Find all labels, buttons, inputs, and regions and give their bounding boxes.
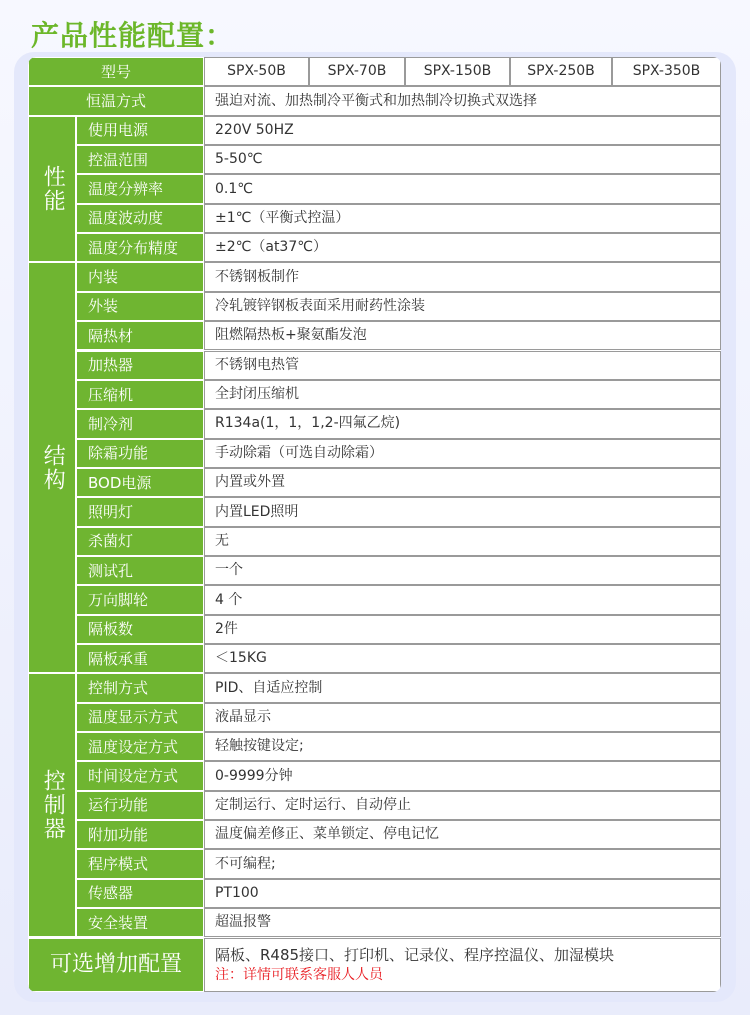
spec-table bbox=[28, 57, 721, 992]
spec-value: PID、自适应控制 bbox=[204, 673, 721, 702]
spec-label: 附加功能 bbox=[76, 820, 204, 849]
spec-value: 0-9999分钟 bbox=[204, 761, 721, 790]
temp-mode-label: 恒温方式 bbox=[28, 86, 204, 115]
spec-label: 使用电源 bbox=[76, 116, 204, 145]
spec-label: 隔板承重 bbox=[76, 644, 204, 673]
spec-label: 测试孔 bbox=[76, 556, 204, 585]
spec-label: 程序模式 bbox=[76, 849, 204, 878]
spec-value: 全封闭压缩机 bbox=[204, 380, 721, 409]
spec-value: 阻燃隔热板+聚氨酯发泡 bbox=[204, 321, 721, 350]
temp-mode-value: 强迫对流、加热制冷平衡式和加热制冷切换式双选择 bbox=[204, 86, 721, 115]
spec-label: 外装 bbox=[76, 292, 204, 321]
spec-value: 液晶显示 bbox=[204, 703, 721, 732]
spec-value: ±1℃（平衡式控温） bbox=[204, 204, 721, 233]
section-2-title: 控制器 bbox=[28, 673, 76, 937]
spec-label: 温度分布精度 bbox=[76, 233, 204, 262]
spec-label: 照明灯 bbox=[76, 497, 204, 526]
spec-label: 温度波动度 bbox=[76, 204, 204, 233]
spec-value: 5-50℃ bbox=[204, 145, 721, 174]
spec-label: 加热器 bbox=[76, 351, 204, 380]
model-name: SPX-250B bbox=[510, 57, 612, 86]
model-header-label: 型号 bbox=[28, 57, 204, 86]
model-name: SPX-150B bbox=[405, 57, 510, 86]
page-title: 产品性能配置： bbox=[31, 19, 235, 52]
spec-value: PT100 bbox=[204, 879, 721, 908]
spec-value: 0.1℃ bbox=[204, 174, 721, 203]
spec-value: 不锈钢电热管 bbox=[204, 351, 721, 380]
spec-label: 杀菌灯 bbox=[76, 527, 204, 556]
spec-value: 2件 bbox=[204, 615, 721, 644]
spec-value: R134a(1，1，1,2-四氟乙烷) bbox=[204, 409, 721, 438]
spec-value: 内置LED照明 bbox=[204, 497, 721, 526]
spec-label: 控温范围 bbox=[76, 145, 204, 174]
spec-value: 温度偏差修正、菜单锁定、停电记忆 bbox=[204, 820, 721, 849]
spec-value: 不锈钢板制作 bbox=[204, 262, 721, 291]
spec-label: 万向脚轮 bbox=[76, 585, 204, 614]
spec-value: 不可编程; bbox=[204, 849, 721, 878]
section-0-title: 性能 bbox=[28, 116, 76, 263]
spec-value: 定制运行、定时运行、自动停止 bbox=[204, 791, 721, 820]
spec-value: 4 个 bbox=[204, 585, 721, 614]
optional-config-text: 隔板、R485接口、打印机、记录仪、程序控温仪、加湿模块 bbox=[215, 945, 615, 964]
spec-value: ＜15KG bbox=[204, 644, 721, 673]
optional-config-value bbox=[204, 938, 721, 993]
spec-label: 控制方式 bbox=[76, 673, 204, 702]
spec-value: 220V 50HZ bbox=[204, 116, 721, 145]
spec-value: 无 bbox=[204, 527, 721, 556]
model-name: SPX-50B bbox=[204, 57, 309, 86]
spec-value: 一个 bbox=[204, 556, 721, 585]
spec-value: 手动除霜（可选自动除霜） bbox=[204, 439, 721, 468]
spec-label: 温度分辨率 bbox=[76, 174, 204, 203]
spec-value: 冷轧镀锌钢板表面采用耐药性涂装 bbox=[204, 292, 721, 321]
spec-label: 除霜功能 bbox=[76, 439, 204, 468]
section-1-title: 结构 bbox=[28, 262, 76, 673]
spec-label: 隔板数 bbox=[76, 615, 204, 644]
spec-label: 压缩机 bbox=[76, 380, 204, 409]
spec-label: 内装 bbox=[76, 262, 204, 291]
spec-value: 超温报警 bbox=[204, 908, 721, 937]
spec-value: 内置或外置 bbox=[204, 468, 721, 497]
model-name: SPX-70B bbox=[309, 57, 405, 86]
model-name: SPX-350B bbox=[612, 57, 721, 86]
spec-label: 传感器 bbox=[76, 879, 204, 908]
spec-label: 温度设定方式 bbox=[76, 732, 204, 761]
spec-value: ±2℃（at37℃） bbox=[204, 233, 721, 262]
spec-label: 时间设定方式 bbox=[76, 761, 204, 790]
spec-label: BOD电源 bbox=[76, 468, 204, 497]
spec-label: 运行功能 bbox=[76, 791, 204, 820]
spec-label: 安全装置 bbox=[76, 908, 204, 937]
spec-label: 隔热材 bbox=[76, 321, 204, 350]
spec-label: 温度显示方式 bbox=[76, 703, 204, 732]
spec-label: 制冷剂 bbox=[76, 409, 204, 438]
optional-config-label: 可选增加配置 bbox=[28, 938, 204, 993]
spec-value: 轻触按键设定; bbox=[204, 732, 721, 761]
optional-config-note: 注：详情可联系客服人人员 bbox=[215, 966, 383, 983]
